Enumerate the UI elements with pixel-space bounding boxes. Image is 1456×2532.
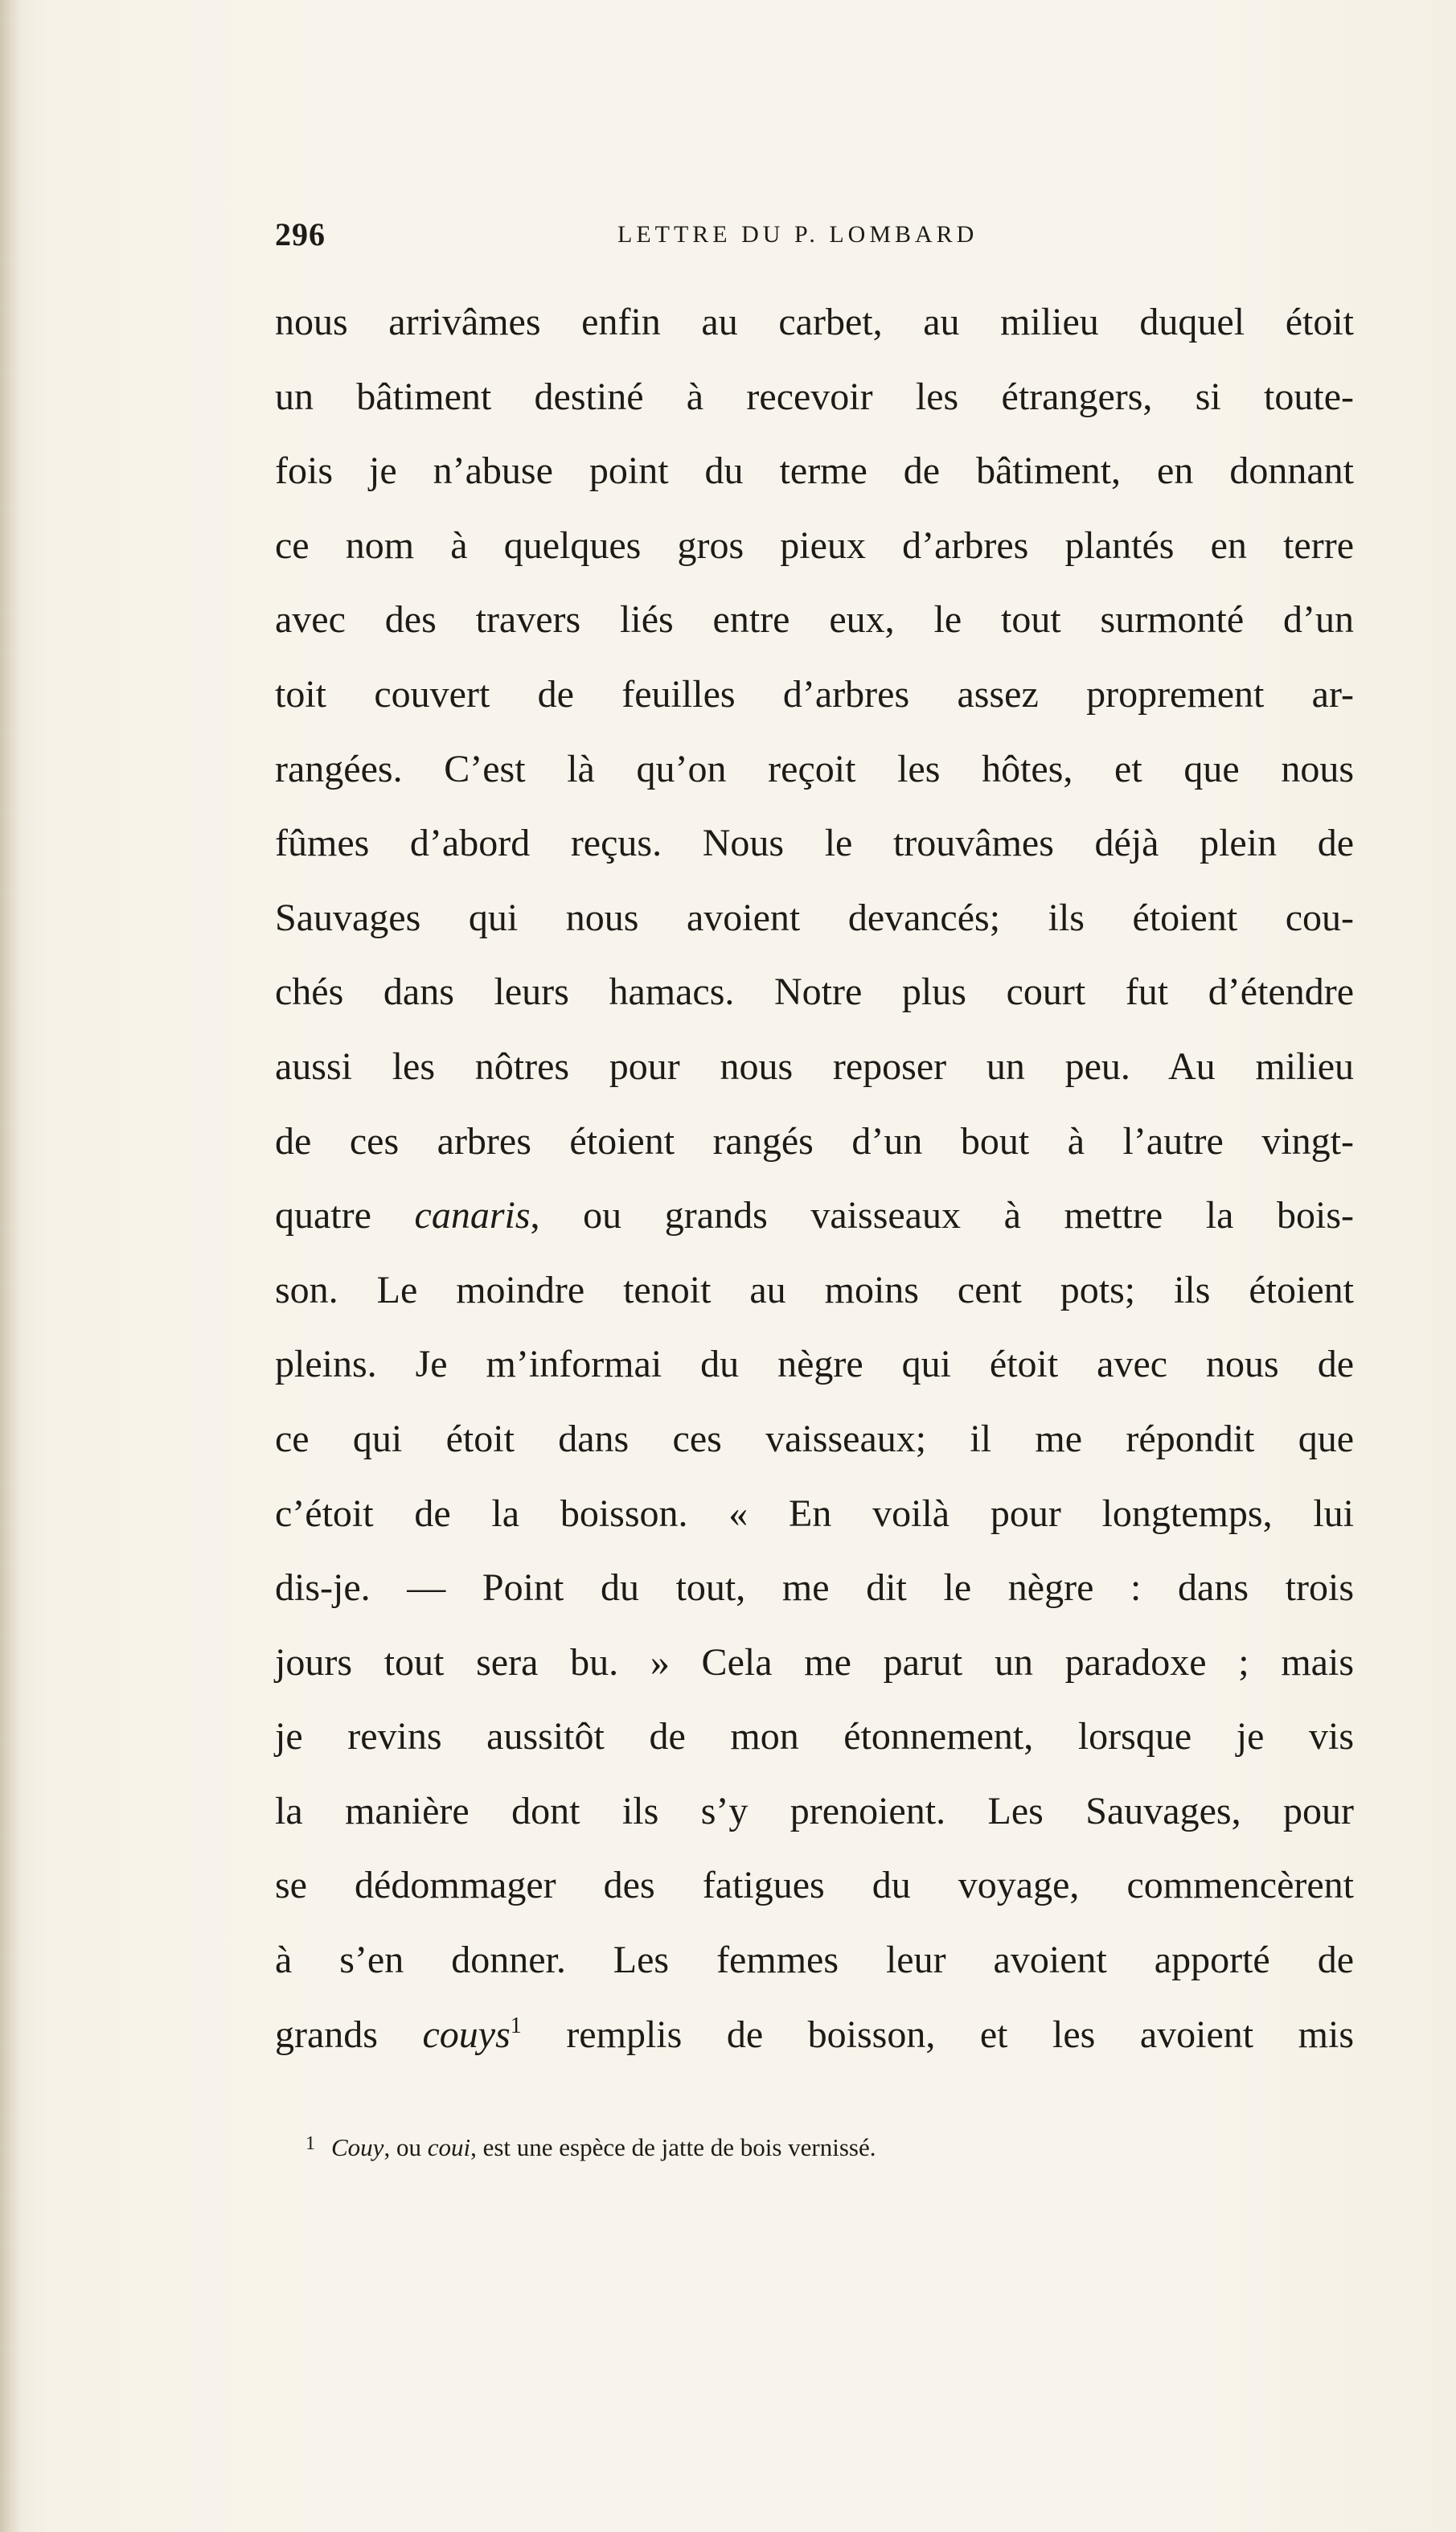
text-line: aussi les nôtres pour nous reposer un peu. Au milieu	[275, 1044, 1354, 1088]
line-segment: , ou grands vaisseaux à mettre la bois-	[530, 1194, 1354, 1237]
footnote-term: Couy	[331, 2133, 384, 2161]
line-segment: grands	[275, 2013, 423, 2056]
text-line: c’étoit de la boisson. « En voilà pour longtemps, lui	[275, 1492, 1354, 1535]
page-gutter	[0, 0, 21, 2532]
text-line: dis-je. — Point du tout, me dit le nègre : dans trois	[275, 1566, 1354, 1610]
running-title: LETTRE DU P. LOMBARD	[617, 221, 978, 248]
text-line: un bâtiment destiné à recevoir les étrangers, si toute-	[275, 375, 1354, 418]
footnote-reference: 1	[510, 2013, 522, 2038]
text-line: fûmes d’abord reçus. Nous le trouvâmes déjà plein de	[275, 822, 1354, 865]
text-line: de ces arbres étoient rangés d’un bout à l’autre vingt-	[275, 1119, 1354, 1163]
text-line: nous arrivâmes enfin au carbet, au milieu duquel étoit	[275, 301, 1354, 343]
text-line: son. Le moindre tenoit au moins cent pots; ils étoient	[275, 1268, 1354, 1311]
text-line: Sauvages qui nous avoient devancés; ils étoient cou-	[275, 896, 1354, 939]
text-line: ce nom à quelques gros pieux d’arbres plantés en terre	[275, 523, 1354, 567]
page-number: 296	[275, 216, 326, 252]
italic-term: canaris	[414, 1194, 531, 1237]
text-line: rangées. C’est là qu’on reçoit les hôtes, et que nous	[275, 747, 1354, 790]
text-line: à s’en donner. Les femmes leur avoient apporté de	[275, 1939, 1354, 1982]
text-line: jours tout sera bu. » Cela me parut un paradoxe ; mais	[275, 1640, 1354, 1684]
line-segment: quatre	[275, 1194, 415, 1237]
text-line: fois je n’abuse point du terme de bâtiment, en donnant	[275, 449, 1354, 493]
text-line	[275, 1179, 1354, 1254]
footnote	[306, 2121, 1190, 2170]
line-segment: remplis de boisson, et les avoient mis	[521, 2013, 1355, 2056]
footnote-mark: 1	[306, 2133, 315, 2154]
text-line: chés dans leurs hamacs. Notre plus court fut d’étendre	[275, 971, 1354, 1014]
text-line: se dédommager des fatigues du voyage, commencèrent	[275, 1864, 1354, 1907]
footnote-connector: , ou	[383, 2133, 428, 2161]
italic-term: couys	[422, 2013, 511, 2056]
text-line: pleins. Je m’informai du nègre qui étoit avec nous de	[275, 1343, 1354, 1386]
text-line: je revins aussitôt de mon étonnement, lorsque je vis	[275, 1715, 1354, 1758]
text-line: avec des travers liés entre eux, le tout surmonté d’un	[275, 598, 1354, 642]
text-line	[275, 1998, 1354, 2073]
footnote-variant: coui	[427, 2133, 471, 2161]
body-text	[275, 285, 1354, 2072]
running-head	[275, 211, 1354, 259]
text-line: ce qui étoit dans ces vaisseaux; il me répondit que	[275, 1417, 1354, 1460]
text-line: toit couvert de feuilles d’arbres assez proprement ar-	[275, 672, 1354, 716]
text-line: la manière dont ils s’y prenoient. Les Sauvages, pour	[275, 1789, 1354, 1832]
footnote-text: , est une espèce de jatte de bois vernissé.	[470, 2133, 876, 2161]
